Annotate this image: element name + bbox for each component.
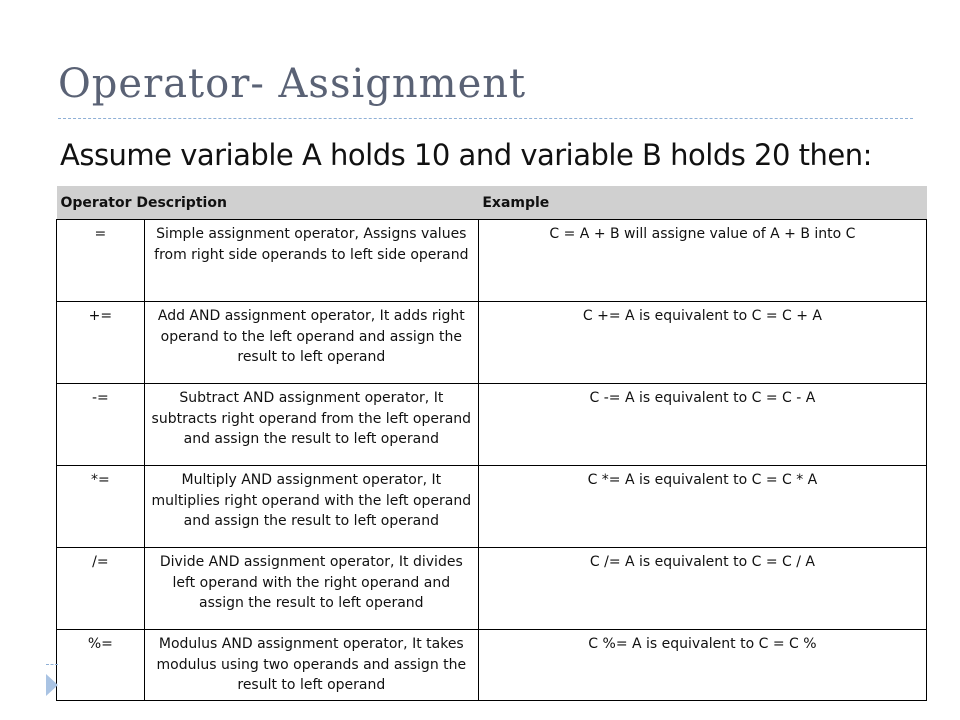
side-divider bbox=[46, 664, 58, 665]
title-divider bbox=[58, 118, 913, 119]
example-cell: C *= A is equivalent to C = C * A bbox=[478, 466, 926, 548]
operator-cell: = bbox=[57, 220, 145, 302]
description-cell: Multiply AND assignment operator, It multiplies right operand with the left operand and assign the result to left operand bbox=[144, 466, 478, 548]
slide-title: Operator- Assignment bbox=[58, 61, 527, 107]
example-cell: C /= A is equivalent to C = C / A bbox=[478, 548, 926, 630]
table-row bbox=[57, 384, 927, 466]
table-row bbox=[57, 630, 927, 701]
description-cell: Add AND assignment operator, It adds right operand to the left operand and assign the result to left operand bbox=[144, 302, 478, 384]
table-header bbox=[57, 186, 927, 220]
example-cell: C %= A is equivalent to C = C % bbox=[478, 630, 926, 701]
slide-subtitle: Assume variable A holds 10 and variable B holds 20 then: bbox=[60, 138, 872, 172]
description-cell: Subtract AND assignment operator, It subtracts right operand from the left operand and assign the result to left operand bbox=[144, 384, 478, 466]
operator-cell: %= bbox=[57, 630, 145, 701]
table-header-row bbox=[57, 186, 927, 220]
operator-cell: -= bbox=[57, 384, 145, 466]
header-operator-description bbox=[57, 186, 479, 220]
description-cell: Divide AND assignment operator, It divides left operand with the right operand and assign the result to left operand bbox=[144, 548, 478, 630]
operator-cell: *= bbox=[57, 466, 145, 548]
header-description: Description bbox=[136, 194, 227, 211]
table-row bbox=[57, 220, 927, 302]
operator-cell: += bbox=[57, 302, 145, 384]
assignment-operators-table bbox=[56, 186, 927, 701]
table-body bbox=[57, 220, 927, 701]
description-cell: Modulus AND assignment operator, It takes modulus using two operands and assign the result to left operand bbox=[144, 630, 478, 701]
table-row bbox=[57, 466, 927, 548]
description-cell: Simple assignment operator, Assigns values from right side operands to left side operand bbox=[144, 220, 478, 302]
example-cell: C += A is equivalent to C = C + A bbox=[478, 302, 926, 384]
example-cell: C -= A is equivalent to C = C - A bbox=[478, 384, 926, 466]
example-cell: C = A + B will assigne value of A + B into C bbox=[478, 220, 926, 302]
header-example: Example bbox=[478, 186, 926, 220]
table-row bbox=[57, 302, 927, 384]
triangle-arrow-icon bbox=[46, 674, 58, 696]
operator-cell: /= bbox=[57, 548, 145, 630]
header-operator: Operator bbox=[60, 194, 132, 211]
table-row bbox=[57, 548, 927, 630]
